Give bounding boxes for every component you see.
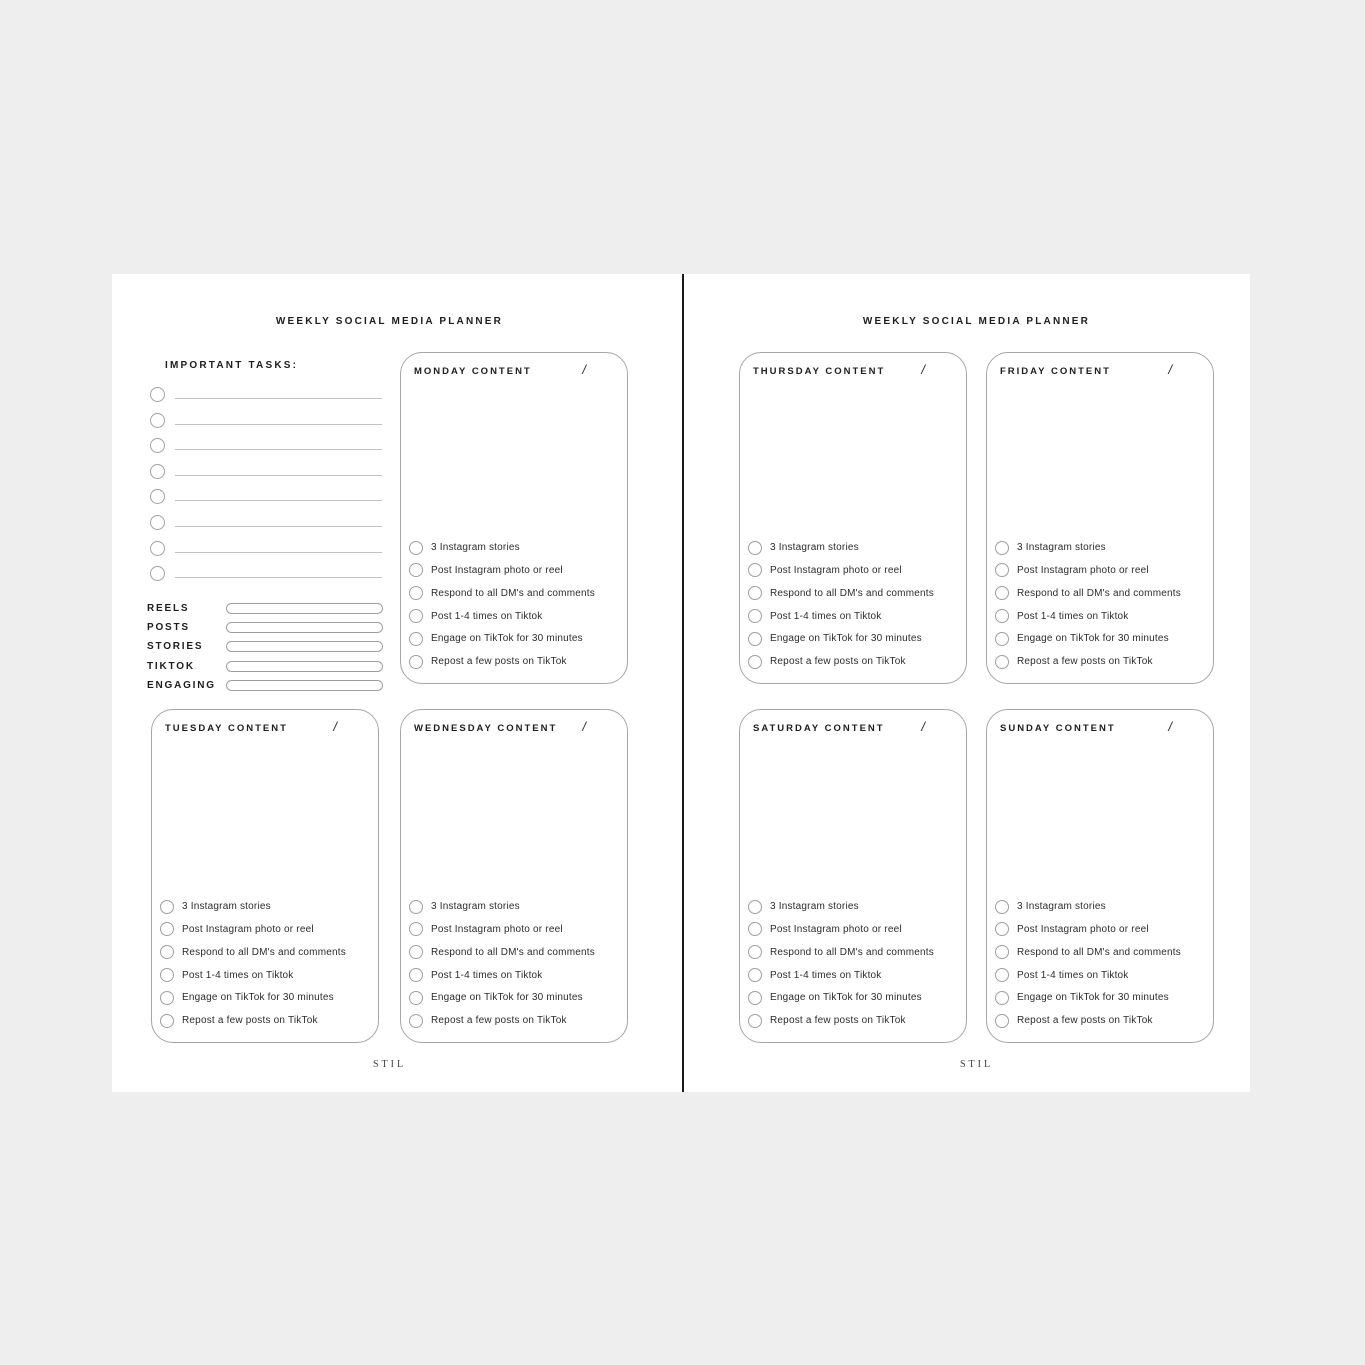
checklist-item: [160, 986, 370, 1009]
day-card-monday: [400, 352, 628, 684]
task-checkbox-circle-icon[interactable]: [150, 387, 165, 402]
checkbox-circle-icon[interactable]: [995, 968, 1009, 982]
checkbox-circle-icon[interactable]: [409, 541, 423, 555]
checkbox-circle-icon[interactable]: [409, 655, 423, 669]
checklist-item: [160, 964, 370, 987]
metric-row-tiktok: [147, 657, 383, 676]
day-card-title: WEDNESDAY CONTENT: [414, 723, 558, 734]
task-row: [147, 459, 383, 485]
page-title: WEEKLY SOCIAL MEDIA PLANNER: [862, 316, 1091, 327]
checklist-item: [748, 582, 958, 605]
checkbox-circle-icon[interactable]: [409, 968, 423, 982]
important-tasks-list: [147, 382, 383, 587]
checkbox-circle-icon[interactable]: [995, 609, 1009, 623]
planner-page-right: [684, 274, 1250, 1092]
checklist-item: [748, 627, 958, 650]
checkbox-circle-icon[interactable]: [748, 922, 762, 936]
task-write-line: [175, 526, 382, 527]
day-card-tuesday: [151, 709, 379, 1043]
checklist-item: [748, 1009, 958, 1032]
checklist-item-label: Post 1-4 times on Tiktok: [770, 969, 882, 981]
checklist-item: [409, 627, 619, 650]
checkbox-circle-icon[interactable]: [409, 1014, 423, 1028]
day-card-wednesday: [400, 709, 628, 1043]
checkbox-circle-icon[interactable]: [409, 900, 423, 914]
checklist-item-label: 3 Instagram stories: [182, 901, 271, 913]
page-title: WEEKLY SOCIAL MEDIA PLANNER: [275, 316, 504, 327]
metric-label: TIKTOK: [147, 660, 195, 672]
checklist-item: [748, 941, 958, 964]
checklist-item: [995, 918, 1205, 941]
checkbox-circle-icon[interactable]: [748, 541, 762, 555]
checklist-item: [995, 559, 1205, 582]
task-checkbox-circle-icon[interactable]: [150, 515, 165, 530]
brand-logo: STIL: [959, 1059, 994, 1070]
checklist-item: [409, 941, 619, 964]
checklist-item-label: 3 Instagram stories: [431, 901, 520, 913]
checkbox-circle-icon[interactable]: [409, 563, 423, 577]
checklist-item: [748, 536, 958, 559]
checkbox-circle-icon[interactable]: [995, 655, 1009, 669]
checklist-item: [409, 559, 619, 582]
checklist-item-label: Post Instagram photo or reel: [770, 564, 902, 576]
checkbox-circle-icon[interactable]: [995, 945, 1009, 959]
checklist-item-label: Respond to all DM's and comments: [431, 946, 595, 958]
task-write-line: [175, 424, 382, 425]
checklist-item: [409, 605, 619, 628]
checklist-item-label: 3 Instagram stories: [1017, 542, 1106, 554]
checkbox-circle-icon[interactable]: [995, 922, 1009, 936]
checklist-item-label: Post Instagram photo or reel: [431, 923, 563, 935]
daily-checklist: [748, 536, 958, 673]
task-write-line: [175, 475, 382, 476]
task-checkbox-circle-icon[interactable]: [150, 541, 165, 556]
brand-logo: STIL: [372, 1059, 407, 1070]
checklist-item-label: Respond to all DM's and comments: [182, 946, 346, 958]
checklist-item-label: Repost a few posts on TikTok: [431, 1015, 567, 1027]
task-row: [147, 536, 383, 562]
checklist-item: [409, 918, 619, 941]
checklist-item: [409, 986, 619, 1009]
checklist-item: [409, 1009, 619, 1032]
checklist-item-label: Engage on TikTok for 30 minutes: [1017, 992, 1169, 1004]
checklist-item-label: Repost a few posts on TikTok: [770, 1015, 906, 1027]
task-row: [147, 382, 383, 408]
checklist-item-label: Post Instagram photo or reel: [431, 564, 563, 576]
checkbox-circle-icon[interactable]: [748, 900, 762, 914]
checkbox-circle-icon[interactable]: [748, 1014, 762, 1028]
metric-row-reels: [147, 599, 383, 618]
day-card-saturday: [739, 709, 967, 1043]
task-write-line: [175, 577, 382, 578]
checklist-item: [995, 582, 1205, 605]
metric-tracker-list: [147, 599, 383, 695]
checklist-item: [409, 895, 619, 918]
day-card-sunday: [986, 709, 1214, 1043]
date-slash: /: [921, 362, 925, 377]
checklist-item: [995, 986, 1205, 1009]
checklist-item: [995, 941, 1205, 964]
checklist-item-label: Post Instagram photo or reel: [182, 923, 314, 935]
important-tasks-heading: IMPORTANT TASKS:: [165, 360, 299, 371]
task-write-line: [175, 552, 382, 553]
date-slash: /: [1168, 719, 1172, 734]
checklist-item: [995, 964, 1205, 987]
checklist-item-label: Repost a few posts on TikTok: [770, 656, 906, 668]
checklist-item-label: 3 Instagram stories: [1017, 901, 1106, 913]
checklist-item: [160, 918, 370, 941]
checkbox-circle-icon[interactable]: [748, 609, 762, 623]
metric-row-engaging: [147, 676, 383, 695]
daily-checklist: [995, 895, 1205, 1032]
checklist-item: [995, 605, 1205, 628]
task-row: [147, 408, 383, 434]
checklist-item: [409, 964, 619, 987]
checkbox-circle-icon[interactable]: [995, 586, 1009, 600]
checkbox-circle-icon[interactable]: [748, 991, 762, 1005]
checklist-item: [409, 536, 619, 559]
daily-checklist: [409, 536, 619, 673]
checklist-item-label: Engage on TikTok for 30 minutes: [770, 633, 922, 645]
checkbox-circle-icon[interactable]: [409, 945, 423, 959]
checklist-item: [995, 895, 1205, 918]
checklist-item-label: Repost a few posts on TikTok: [1017, 1015, 1153, 1027]
checklist-item-label: Respond to all DM's and comments: [431, 587, 595, 599]
task-write-line: [175, 398, 382, 399]
day-card-title: SATURDAY CONTENT: [753, 723, 885, 734]
metric-progress-bar: [226, 622, 383, 633]
day-card-friday: [986, 352, 1214, 684]
checklist-item-label: 3 Instagram stories: [770, 542, 859, 554]
checklist-item-label: Respond to all DM's and comments: [770, 946, 934, 958]
checklist-item-label: Respond to all DM's and comments: [1017, 946, 1181, 958]
task-row: [147, 510, 383, 536]
task-checkbox-circle-icon[interactable]: [150, 464, 165, 479]
checklist-item: [995, 627, 1205, 650]
checklist-item-label: Post 1-4 times on Tiktok: [431, 610, 543, 622]
checkbox-circle-icon[interactable]: [748, 945, 762, 959]
checklist-item: [748, 895, 958, 918]
checkbox-circle-icon[interactable]: [748, 632, 762, 646]
checkbox-circle-icon[interactable]: [748, 968, 762, 982]
checkbox-circle-icon[interactable]: [748, 586, 762, 600]
checklist-item-label: Post 1-4 times on Tiktok: [182, 969, 294, 981]
checklist-item-label: Engage on TikTok for 30 minutes: [1017, 633, 1169, 645]
checklist-item-label: Post 1-4 times on Tiktok: [1017, 610, 1129, 622]
day-card-thursday: [739, 352, 967, 684]
task-checkbox-circle-icon[interactable]: [150, 438, 165, 453]
day-card-title: THURSDAY CONTENT: [753, 366, 886, 377]
checklist-item-label: Post 1-4 times on Tiktok: [770, 610, 882, 622]
metric-row-posts: [147, 618, 383, 637]
checkbox-circle-icon[interactable]: [160, 1014, 174, 1028]
task-checkbox-circle-icon[interactable]: [150, 413, 165, 428]
checkbox-circle-icon[interactable]: [995, 991, 1009, 1005]
planner-spread: [112, 274, 1250, 1092]
day-card-title: SUNDAY CONTENT: [1000, 723, 1116, 734]
checklist-item-label: 3 Instagram stories: [431, 542, 520, 554]
task-write-line: [175, 449, 382, 450]
day-card-title: MONDAY CONTENT: [414, 366, 532, 377]
metric-progress-bar: [226, 680, 383, 691]
checklist-item: [160, 941, 370, 964]
checkbox-circle-icon[interactable]: [160, 968, 174, 982]
metric-progress-bar: [226, 603, 383, 614]
day-card-title: FRIDAY CONTENT: [1000, 366, 1111, 377]
date-slash: /: [582, 362, 586, 377]
checklist-item: [160, 1009, 370, 1032]
metric-label: POSTS: [147, 622, 190, 634]
task-row: [147, 484, 383, 510]
checklist-item: [409, 650, 619, 673]
checklist-item-label: Post Instagram photo or reel: [770, 923, 902, 935]
task-row: [147, 433, 383, 459]
daily-checklist: [748, 895, 958, 1032]
checklist-item: [748, 605, 958, 628]
checklist-item: [748, 559, 958, 582]
date-slash: /: [921, 719, 925, 734]
checklist-item-label: Post Instagram photo or reel: [1017, 923, 1149, 935]
task-checkbox-circle-icon[interactable]: [150, 489, 165, 504]
checkbox-circle-icon[interactable]: [160, 900, 174, 914]
checkbox-circle-icon[interactable]: [995, 632, 1009, 646]
checkbox-circle-icon[interactable]: [409, 586, 423, 600]
date-slash: /: [582, 719, 586, 734]
metric-progress-bar: [226, 661, 383, 672]
checklist-item-label: Post 1-4 times on Tiktok: [1017, 969, 1129, 981]
metric-progress-bar: [226, 641, 383, 652]
checklist-item-label: Repost a few posts on TikTok: [431, 656, 567, 668]
checklist-item: [748, 918, 958, 941]
checklist-item-label: Post Instagram photo or reel: [1017, 564, 1149, 576]
checkbox-circle-icon[interactable]: [160, 945, 174, 959]
checkbox-circle-icon[interactable]: [995, 1014, 1009, 1028]
checklist-item: [160, 895, 370, 918]
checklist-item: [995, 1009, 1205, 1032]
date-slash: /: [1168, 362, 1172, 377]
checklist-item-label: Engage on TikTok for 30 minutes: [431, 633, 583, 645]
checklist-item: [995, 650, 1205, 673]
checkbox-circle-icon[interactable]: [409, 991, 423, 1005]
checkbox-circle-icon[interactable]: [409, 609, 423, 623]
checklist-item: [748, 964, 958, 987]
checkbox-circle-icon[interactable]: [409, 922, 423, 936]
checklist-item: [748, 986, 958, 1009]
day-card-title: TUESDAY CONTENT: [165, 723, 288, 734]
checklist-item-label: Respond to all DM's and comments: [770, 587, 934, 599]
checklist-item-label: Repost a few posts on TikTok: [1017, 656, 1153, 668]
task-row: [147, 561, 383, 587]
checkbox-circle-icon[interactable]: [409, 632, 423, 646]
checklist-item: [409, 582, 619, 605]
metric-label: STORIES: [147, 641, 204, 653]
planner-page-left: [112, 274, 682, 1092]
checklist-item-label: Engage on TikTok for 30 minutes: [182, 992, 334, 1004]
metric-label: ENGAGING: [147, 679, 216, 691]
metric-label: REELS: [147, 603, 190, 615]
checkbox-circle-icon[interactable]: [160, 922, 174, 936]
checklist-item: [995, 536, 1205, 559]
checkbox-circle-icon[interactable]: [995, 563, 1009, 577]
checklist-item-label: Post 1-4 times on Tiktok: [431, 969, 543, 981]
checkbox-circle-icon[interactable]: [995, 900, 1009, 914]
checklist-item-label: Engage on TikTok for 30 minutes: [770, 992, 922, 1004]
checklist-item: [748, 650, 958, 673]
checklist-item-label: Respond to all DM's and comments: [1017, 587, 1181, 599]
metric-row-stories: [147, 637, 383, 656]
daily-checklist: [160, 895, 370, 1032]
checklist-item-label: 3 Instagram stories: [770, 901, 859, 913]
checkbox-circle-icon[interactable]: [995, 541, 1009, 555]
task-checkbox-circle-icon[interactable]: [150, 566, 165, 581]
checklist-item-label: Repost a few posts on TikTok: [182, 1015, 318, 1027]
checkbox-circle-icon[interactable]: [748, 563, 762, 577]
checklist-item-label: Engage on TikTok for 30 minutes: [431, 992, 583, 1004]
date-slash: /: [333, 719, 337, 734]
checkbox-circle-icon[interactable]: [748, 655, 762, 669]
task-write-line: [175, 500, 382, 501]
daily-checklist: [409, 895, 619, 1032]
daily-checklist: [995, 536, 1205, 673]
checkbox-circle-icon[interactable]: [160, 991, 174, 1005]
